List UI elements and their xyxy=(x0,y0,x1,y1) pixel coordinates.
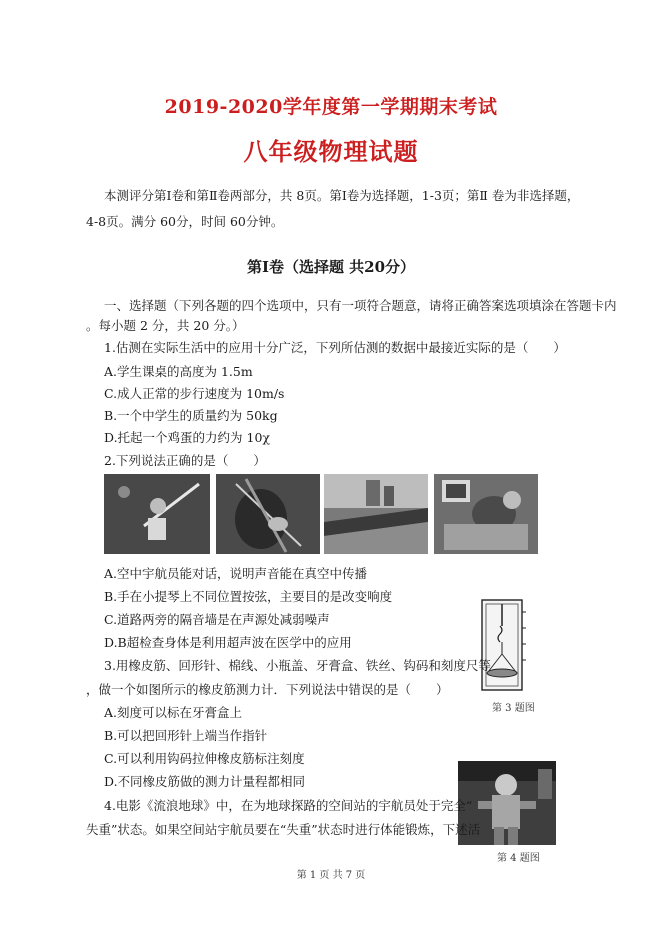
q3-option-d: D.不同橡皮筋做的测力计量程都相同 xyxy=(104,774,306,789)
q3-stem-line-1: 3.用橡皮筋、回形针、棉线、小瓶盖、牙膏盒、铁丝、钩码和刻度尺等 xyxy=(104,658,491,673)
section-title: 第Ⅰ卷（选择题 共20分） xyxy=(246,258,416,276)
q2-option-b: B.手在小提琴上不同位置按弦，主要目的是改变响度 xyxy=(104,589,393,604)
q2-option-a: A.空中宇航员能对话，说明声音能在真空中传播 xyxy=(104,566,368,581)
q1-stem: 1.估测在实际生活中的应用十分广泛，下列所估测的数据中最接近实际的是（ ） xyxy=(104,340,566,355)
q3-figure-caption: 第 3 题图 xyxy=(492,703,535,714)
q1-option-a: A.学生课桌的高度为 1.5m xyxy=(104,364,253,379)
q3-option-a: A.刻度可以标在牙膏盒上 xyxy=(104,705,243,720)
q4-stem-line-1: 4.电影《流浪地球》中，在为地球探路的空间站的宇航员处于完全“ xyxy=(104,798,473,813)
exam-subtitle: 八年级物理试题 xyxy=(243,137,419,166)
q4-stem-line-2: 失重”状态。如果空间站宇航员要在“失重”状态时进行体能锻炼，下述活 xyxy=(86,822,481,837)
q1-option-c: C.成人正常的步行速度为 10m/s xyxy=(104,386,285,401)
q2-option-d: D.B超检查身体是利用超声波在医学中的应用 xyxy=(104,635,352,650)
q2-option-c: C.道路两旁的隔音墙是在声源处减弱噪声 xyxy=(104,612,330,627)
q1-option-d: D.托起一个鸡蛋的力约为 10χ xyxy=(104,430,271,445)
q4-figure-caption: 第 4 题图 xyxy=(497,853,540,864)
q1-option-b: B.一个中学生的质量约为 50kg xyxy=(104,408,278,423)
q2-photo-astronauts xyxy=(104,474,210,554)
q2-photo-violin xyxy=(216,474,320,554)
q3-option-c: C.可以利用钩码拉伸橡皮筋标注刻度 xyxy=(104,751,305,766)
section-instruction-line-1: 一、选择题（下列各题的四个选项中，只有一项符合题意，请将正确答案选项填涂在答题卡内 xyxy=(104,298,617,313)
q2-photo-sound-barrier xyxy=(324,474,428,554)
section-instruction-line-2: 。每小题 2 分，共 20 分。） xyxy=(86,318,245,333)
intro-line-2: 4-8页。满分 60分，时间 60分钟。 xyxy=(86,214,284,229)
exam-title: 2019-2020学年度第一学期期末考试 xyxy=(164,96,498,118)
q2-photo-ultrasound xyxy=(434,474,538,554)
intro-line-1: 本测评分第Ⅰ卷和第Ⅱ卷两部分，共 8页。第Ⅰ卷为选择题，1-3页；第Ⅱ 卷为非选择题， xyxy=(104,188,580,203)
page-footer: 第 1 页 共 7 页 xyxy=(296,870,366,881)
q2-stem: 2.下列说法正确的是（ ） xyxy=(104,453,266,468)
q3-figure-force-meter xyxy=(470,598,556,694)
q3-option-b: B.可以把回形针上端当作指针 xyxy=(104,728,268,743)
q3-stem-line-2: ，做一个如图所示的橡皮筋测力计．下列说法中错误的是（ ） xyxy=(86,682,449,697)
